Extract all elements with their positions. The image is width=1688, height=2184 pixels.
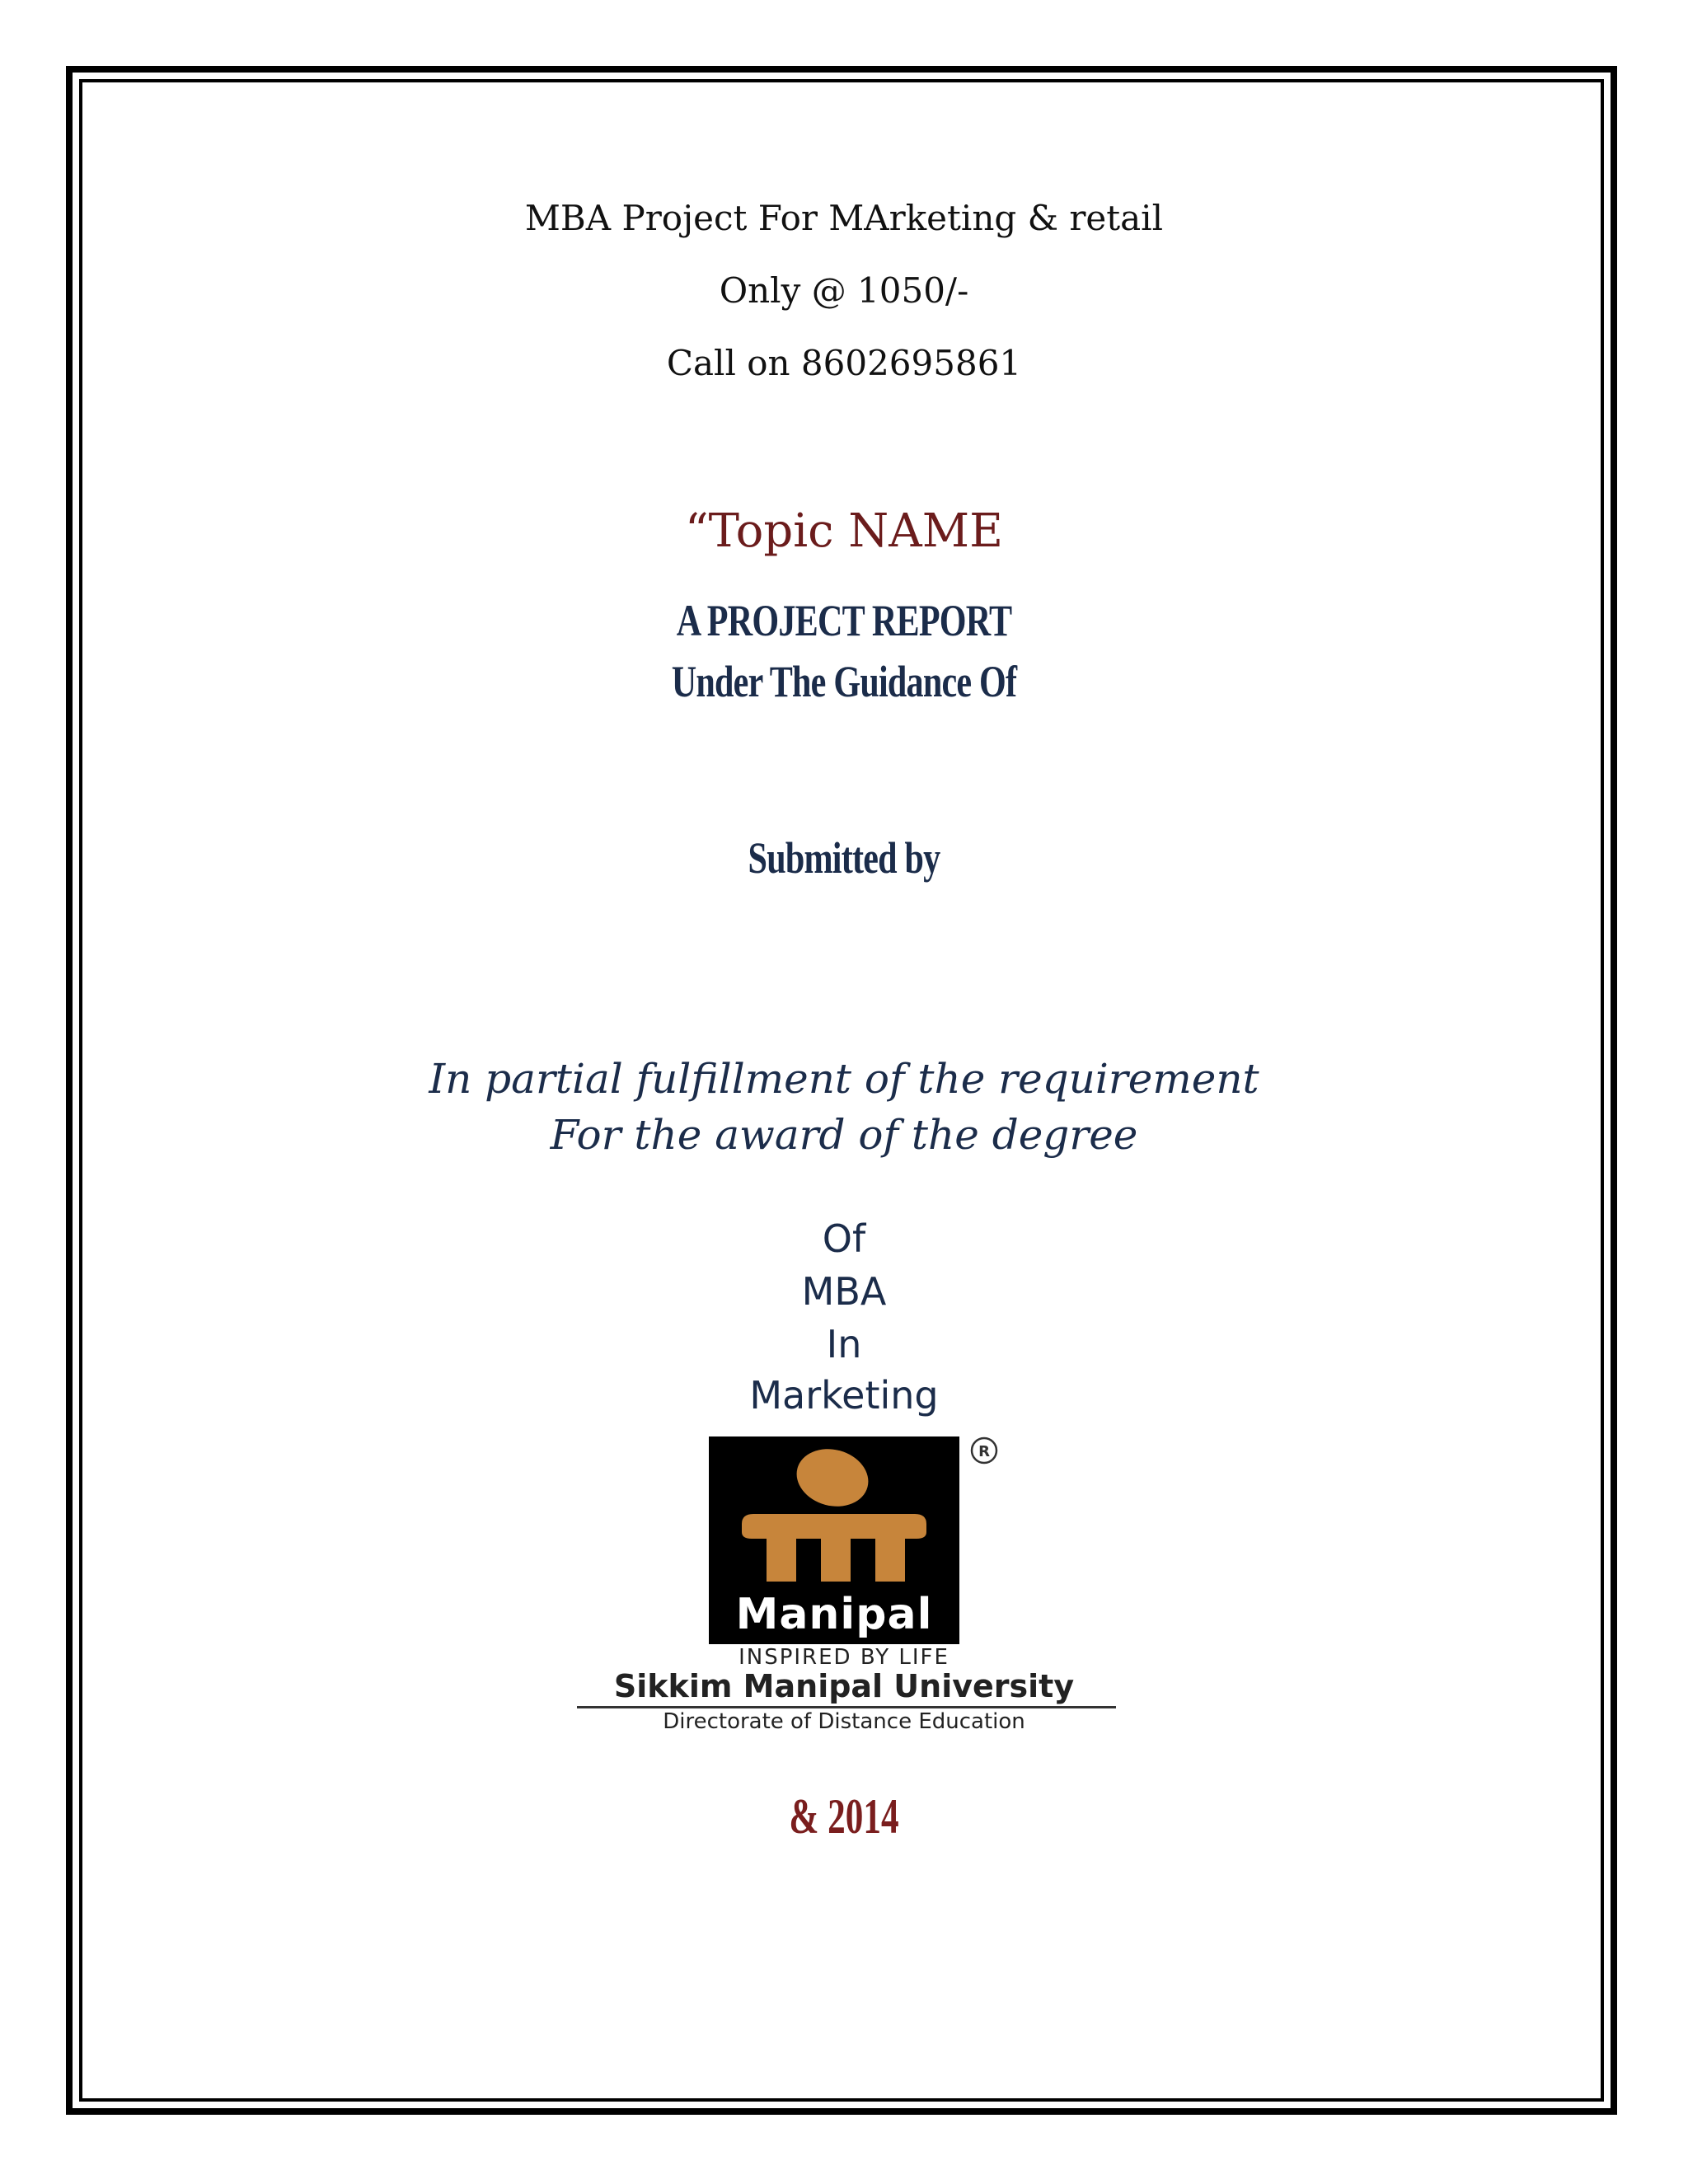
logo-directorate: Directorate of Distance Education <box>663 1709 1025 1734</box>
advert-phone: Call on 8602695861 <box>666 343 1022 383</box>
topic-name: “Topic NAME <box>685 504 1003 558</box>
logo-divider <box>577 1706 1116 1708</box>
fulfillment-line-1: In partial fulfillment of the requirement <box>429 1055 1259 1103</box>
registered-trademark-icon <box>969 1436 999 1465</box>
svg-text:R: R <box>978 1443 990 1460</box>
advert-price: Only @ 1050/- <box>719 270 969 311</box>
manipal-logo <box>709 1436 959 1644</box>
degree-specialization: Marketing <box>749 1373 939 1418</box>
year-label: & 2014 <box>789 1789 899 1844</box>
manipal-mark-icon <box>709 1436 959 1590</box>
logo-tagline: INSPIRED BY LIFE <box>738 1645 950 1670</box>
logo-wordmark: Manipal <box>735 1590 933 1639</box>
report-heading: A PROJECT REPORT <box>676 596 1012 645</box>
logo-university-name: Sikkim Manipal University <box>613 1668 1075 1704</box>
submitted-by-heading: Submitted by <box>748 833 940 883</box>
fulfillment-line-2: For the award of the degree <box>550 1111 1138 1159</box>
degree-of: Of <box>822 1216 866 1261</box>
degree-in: In <box>826 1322 862 1366</box>
advert-title: MBA Project For MArketing & retail <box>524 198 1164 238</box>
guidance-heading: Under The Guidance Of <box>671 657 1017 706</box>
degree-program: MBA <box>801 1269 887 1314</box>
